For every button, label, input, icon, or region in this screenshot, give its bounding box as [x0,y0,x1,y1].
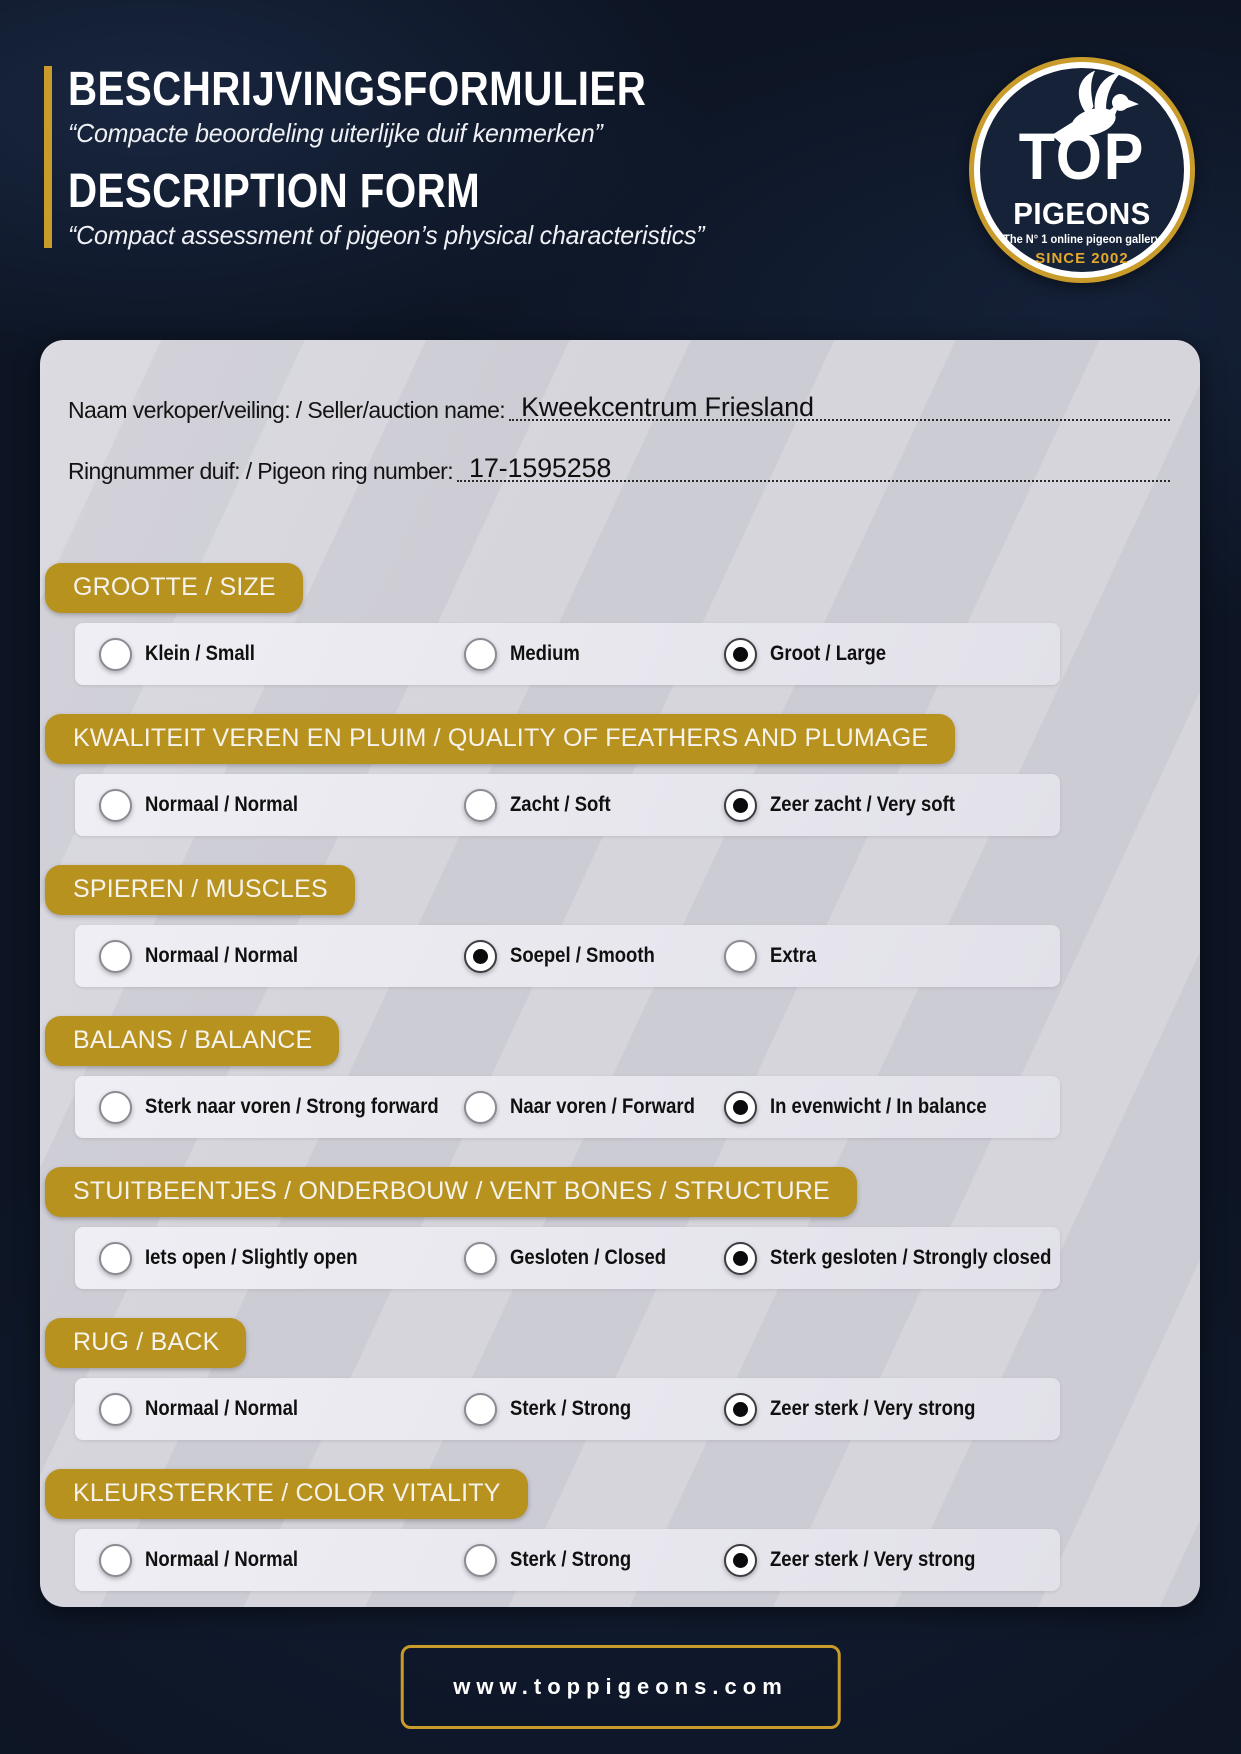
radio-button[interactable] [464,1091,497,1124]
option-label: Normaal / Normal [145,1397,299,1420]
radio-option[interactable] [99,1544,464,1577]
option-label: Medium [510,642,580,665]
option-label: Extra [769,944,816,967]
form-section [40,714,1200,836]
radio-button[interactable] [464,1242,497,1275]
field-label: Ringnummer duif: / Pigeon ring number: [68,457,454,484]
radio-button[interactable] [724,1544,757,1577]
radio-button[interactable] [464,940,497,973]
section-header: KWALITEIT VEREN EN PLUIM / QUALITY OF FEATHERS AND PLUMAGE [45,714,955,764]
radio-button[interactable] [99,638,132,671]
options-row [75,925,1060,987]
radio-button[interactable] [99,1091,132,1124]
form-section [40,1016,1200,1138]
form-section [40,1318,1200,1440]
option-label: In evenwicht / In balance [769,1095,987,1118]
option-label: Normaal / Normal [145,1548,299,1571]
radio-option[interactable] [99,1242,464,1275]
option-label: Zeer sterk / Very strong [769,1548,976,1571]
radio-option[interactable] [464,940,723,973]
logo-badge [974,62,1190,278]
radio-button[interactable] [99,940,132,973]
radio-option[interactable] [464,1091,723,1124]
field-input-line[interactable] [509,392,1170,421]
radio-option[interactable] [99,1091,464,1124]
logo-since-badge: SINCE 2002 [1035,250,1129,267]
form-field-row [68,392,1170,427]
options-row [75,774,1060,836]
section-header: GROOTTE / SIZE [45,563,303,613]
option-label: Sterk naar voren / Strong forward [145,1095,439,1118]
option-label: Gesloten / Closed [510,1246,667,1269]
radio-button[interactable] [99,789,132,822]
form-sections [40,563,1200,1620]
page-title-english: DESCRIPTION FORM [68,165,481,218]
radio-button[interactable] [464,1393,497,1426]
radio-option[interactable] [464,638,723,671]
radio-option[interactable] [724,1242,1060,1275]
page-title-dutch: BESCHRIJVINGSFORMULIER [68,63,647,116]
field-label: Naam verkoper/veiling: / Seller/auction name: [68,396,506,423]
radio-button[interactable] [724,789,757,822]
options-row [75,1076,1060,1138]
radio-option[interactable] [99,638,464,671]
subtitle-dutch: “Compacte beoordeling uiterlijke duif kenmerken” [68,118,603,148]
option-label: Normaal / Normal [145,944,299,967]
radio-button[interactable] [99,1393,132,1426]
website-button[interactable] [400,1645,841,1729]
top-pigeons-logo [969,57,1195,283]
accent-bar [44,66,52,248]
radio-button[interactable] [99,1544,132,1577]
radio-button[interactable] [99,1242,132,1275]
form-section [40,1167,1200,1289]
section-header: KLEURSTERKTE / COLOR VITALITY [45,1469,528,1519]
options-row [75,623,1060,685]
radio-option[interactable] [99,940,464,973]
form-section [40,1469,1200,1591]
radio-button[interactable] [724,1393,757,1426]
options-row [75,1529,1060,1591]
radio-button[interactable] [464,1544,497,1577]
option-label: Soepel / Smooth [510,944,655,967]
field-value: Kweekcentrum Friesland [521,392,814,422]
option-label: Zeer sterk / Very strong [769,1397,976,1420]
form-section [40,563,1200,685]
section-header: SPIEREN / MUSCLES [45,865,355,915]
form-fields [68,392,1170,514]
radio-option[interactable] [464,1544,723,1577]
option-label: Iets open / Slightly open [145,1246,358,1269]
radio-option[interactable] [99,1393,464,1426]
radio-button[interactable] [724,1242,757,1275]
option-label: Sterk / Strong [510,1397,632,1420]
section-header: STUITBEENTJES / ONDERBOUW / VENT BONES / STRUCTURE [45,1167,857,1217]
option-label: Groot / Large [769,642,886,665]
radio-button[interactable] [464,789,497,822]
radio-option[interactable] [464,1393,723,1426]
option-label: Sterk / Strong [510,1548,632,1571]
radio-button[interactable] [724,638,757,671]
option-label: Zeer zacht / Very soft [769,793,955,816]
radio-button[interactable] [464,638,497,671]
option-label: Klein / Small [145,642,255,665]
options-row [75,1227,1060,1289]
radio-option[interactable] [724,638,1060,671]
form-field-row [68,453,1170,488]
radio-option[interactable] [724,1091,1060,1124]
options-row [75,1378,1060,1440]
section-header: RUG / BACK [45,1318,246,1368]
form-section [40,865,1200,987]
radio-option[interactable] [464,789,723,822]
radio-option[interactable] [99,789,464,822]
option-label: Normaal / Normal [145,793,299,816]
section-header: BALANS / BALANCE [45,1016,339,1066]
logo-word-top: TOP [1018,119,1146,193]
radio-option[interactable] [724,789,1060,822]
radio-option[interactable] [724,1393,1060,1426]
subtitle-english: “Compact assessment of pigeon’s physical characteristics” [68,220,705,250]
radio-button[interactable] [724,1091,757,1124]
option-label: Sterk gesloten / Strongly closed [769,1246,1052,1269]
field-input-line[interactable] [457,453,1170,482]
form-panel [40,340,1200,1607]
radio-button[interactable] [724,940,757,973]
logo-word-pigeons: PIGEONS [1013,196,1151,231]
option-label: Zacht / Soft [510,793,611,816]
radio-option[interactable] [464,1242,723,1275]
website-label: www.toppigeons.com [453,1674,788,1699]
logo-tagline: The N° 1 online pigeon gallery [1003,234,1161,246]
field-value: 17-1595258 [469,453,612,483]
radio-option[interactable] [724,1544,1060,1577]
radio-option[interactable] [724,940,1060,973]
option-label: Naar voren / Forward [510,1095,696,1118]
